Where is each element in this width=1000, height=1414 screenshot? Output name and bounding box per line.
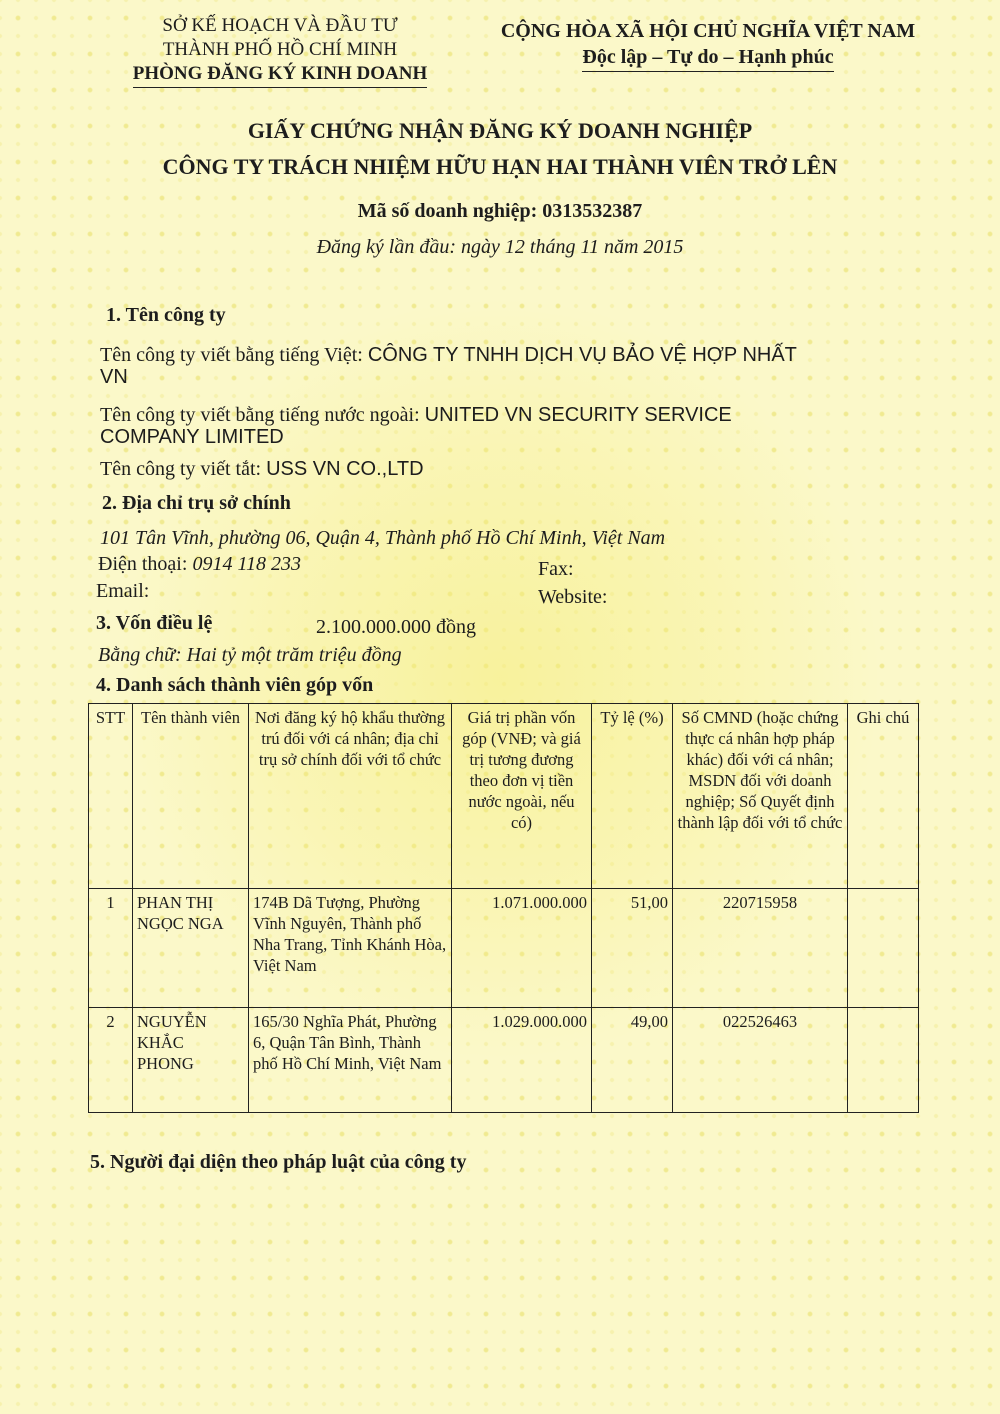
section-1-heading: 1. Tên công ty <box>106 304 226 326</box>
cell-ratio: 49,00 <box>592 1008 673 1113</box>
website-label: Website: <box>538 586 608 608</box>
short-name-label: Tên công ty viết tắt: <box>100 458 262 480</box>
table-row <box>89 889 919 1008</box>
col-header-address: Nơi đăng ký hộ khẩu thường trú đối với cá nhân; địa chỉ trụ sở chính đối với tổ chức <box>249 704 452 889</box>
email-label: Email: <box>96 580 150 602</box>
foreign-name-label: Tên công ty viết bằng tiếng nước ngoài: <box>100 404 420 426</box>
vietnamese-name-row <box>100 344 797 367</box>
cell-id-number: 022526463 <box>673 1008 848 1113</box>
authority-department: PHÒNG ĐĂNG KÝ KINH DOANH <box>133 62 428 88</box>
cell-stt: 2 <box>89 1008 133 1113</box>
cell-capital: 1.071.000.000 <box>452 889 592 1008</box>
short-name-row <box>100 458 424 481</box>
vietnamese-name-value: CÔNG TY TNHH DỊCH VỤ BẢO VỆ HỢP NHẤT <box>367 344 797 366</box>
col-header-ratio: Tỷ lệ (%) <box>592 704 673 889</box>
col-header-capital: Giá trị phần vốn góp (VNĐ; và giá trị tương đương theo đơn vị tiền nước ngoài, nếu có) <box>452 704 592 889</box>
issuing-authority <box>100 14 460 88</box>
members-table <box>88 703 919 1113</box>
phone-label: Điện thoại: <box>98 553 188 575</box>
cell-capital: 1.029.000.000 <box>452 1008 592 1113</box>
section-2-heading: 2. Địa chỉ trụ sở chính <box>102 492 291 514</box>
foreign-name-cont: COMPANY LIMITED <box>100 426 284 448</box>
head-office-address: 101 Tân Vĩnh, phường 06, Quận 4, Thành phố Hồ Chí Minh, Việt Nam <box>100 527 666 549</box>
col-header-stt: STT <box>89 704 133 889</box>
vietnamese-name-cont: VN <box>100 366 128 388</box>
table-header-row <box>89 704 919 889</box>
document-subtitle: CÔNG TY TRÁCH NHIỆM HỮU HẠN HAI THÀNH VIÊN TRỞ LÊN <box>162 154 838 179</box>
cell-id-number: 220715958 <box>673 889 848 1008</box>
document-title: GIẤY CHỨNG NHẬN ĐĂNG KÝ DOANH NGHIỆP <box>247 118 753 143</box>
cell-stt: 1 <box>89 889 133 1008</box>
phone-row <box>98 553 301 576</box>
phone-value: 0914 118 233 <box>192 553 301 575</box>
cell-address: 165/30 Nghĩa Phát, Phường 6, Quận Tân Bình, Thành phố Hồ Chí Minh, Việt Nam <box>249 1008 452 1113</box>
foreign-name-value: UNITED VN SECURITY SERVICE <box>424 404 732 426</box>
business-code: Mã số doanh nghiệp: 0313532387 <box>357 200 643 222</box>
national-header <box>488 18 928 72</box>
authority-line-1: SỞ KẾ HOẠCH VÀ ĐẦU TƯ <box>162 15 398 36</box>
authority-line-2: THÀNH PHỐ HỒ CHÍ MINH <box>162 39 398 60</box>
cell-note <box>848 889 919 1008</box>
foreign-name-row <box>100 404 732 427</box>
cell-member-name: NGUYỄN KHẮC PHONG <box>133 1008 249 1113</box>
vietnamese-name-label: Tên công ty viết bằng tiếng Việt: <box>100 344 363 366</box>
fax-label: Fax: <box>538 558 574 580</box>
short-name-value: USS VN CO.,LTD <box>266 458 424 480</box>
cell-address: 174B Dã Tượng, Phường Vĩnh Nguyên, Thành phố Nha Trang, Tỉnh Khánh Hòa, Việt Nam <box>249 889 452 1008</box>
cell-note <box>848 1008 919 1113</box>
country-name: CỘNG HÒA XÃ HỘI CHỦ NGHĨA VIỆT NAM <box>500 20 916 42</box>
cell-ratio: 51,00 <box>592 889 673 1008</box>
col-header-member-name: Tên thành viên <box>133 704 249 889</box>
col-header-note: Ghi chú <box>848 704 919 889</box>
cell-member-name: PHAN THỊ NGỌC NGA <box>133 889 249 1008</box>
national-motto: Độc lập – Tự do – Hạnh phúc <box>582 44 833 72</box>
section-3-heading: 3. Vốn điều lệ <box>96 612 213 634</box>
section-5-heading: 5. Người đại diện theo pháp luật của công ty <box>90 1151 467 1173</box>
first-registration-date: Đăng ký lần đầu: ngày 12 tháng 11 năm 2015 <box>316 236 684 258</box>
charter-capital-amount: 2.100.000.000 đồng <box>316 616 476 638</box>
charter-capital-in-words: Bằng chữ: Hai tỷ một trăm triệu đồng <box>98 644 402 666</box>
col-header-id-number: Số CMND (hoặc chứng thực cá nhân hợp pháp khác) đối với cá nhân; MSDN đối với doanh nghiệp; Số Quyết định thành lập đối với tổ chức <box>673 704 848 889</box>
table-row <box>89 1008 919 1113</box>
section-4-heading: 4. Danh sách thành viên góp vốn <box>96 674 374 696</box>
